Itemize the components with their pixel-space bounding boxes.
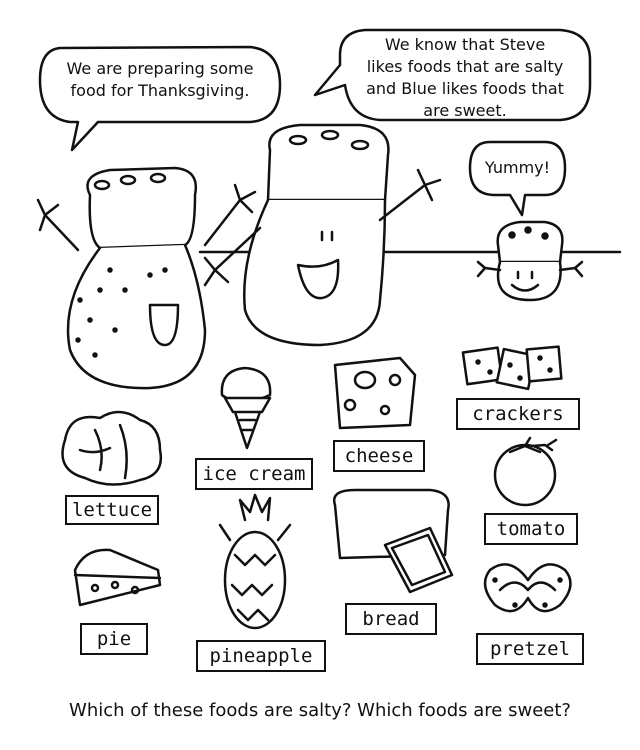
label-lettuce: lettuce — [65, 495, 159, 525]
pie-picture — [75, 550, 160, 605]
center-bubble-line-3: and Blue likes foods that — [366, 79, 564, 98]
center-bubble-line-1: We know that Steve — [384, 35, 546, 54]
tomato-picture — [495, 438, 556, 505]
center-bubble-line-2: likes foods that are salty — [366, 57, 564, 76]
label-bread: bread — [345, 603, 437, 635]
pretzel-picture — [485, 564, 570, 611]
left-bubble-text: We are preparing some food for Thanksgiving. — [66, 59, 254, 100]
label-tomato: tomato — [484, 513, 578, 545]
pineapple-picture — [220, 495, 290, 628]
crackers-picture — [463, 347, 561, 389]
small-shaker-character — [478, 222, 582, 300]
label-pie: pie — [80, 623, 148, 655]
ice-cream-picture — [222, 368, 270, 448]
label-pineapple: pineapple — [196, 640, 326, 672]
cheese-picture — [335, 358, 415, 428]
label-crackers: crackers — [456, 398, 580, 430]
lettuce-picture — [63, 412, 161, 485]
label-ice-cream: ice cream — [195, 458, 313, 490]
label-cheese: cheese — [333, 440, 425, 472]
bread-picture — [334, 490, 452, 592]
middle-shaker-character — [205, 125, 440, 345]
question-text: Which of these foods are salty? Which foods are sweet? — [69, 700, 571, 721]
center-bubble-text — [345, 34, 585, 122]
label-pretzel: pretzel — [476, 633, 584, 665]
right-bubble-text: Yummy! — [484, 158, 551, 177]
center-bubble-line-4: are sweet. — [423, 101, 507, 120]
